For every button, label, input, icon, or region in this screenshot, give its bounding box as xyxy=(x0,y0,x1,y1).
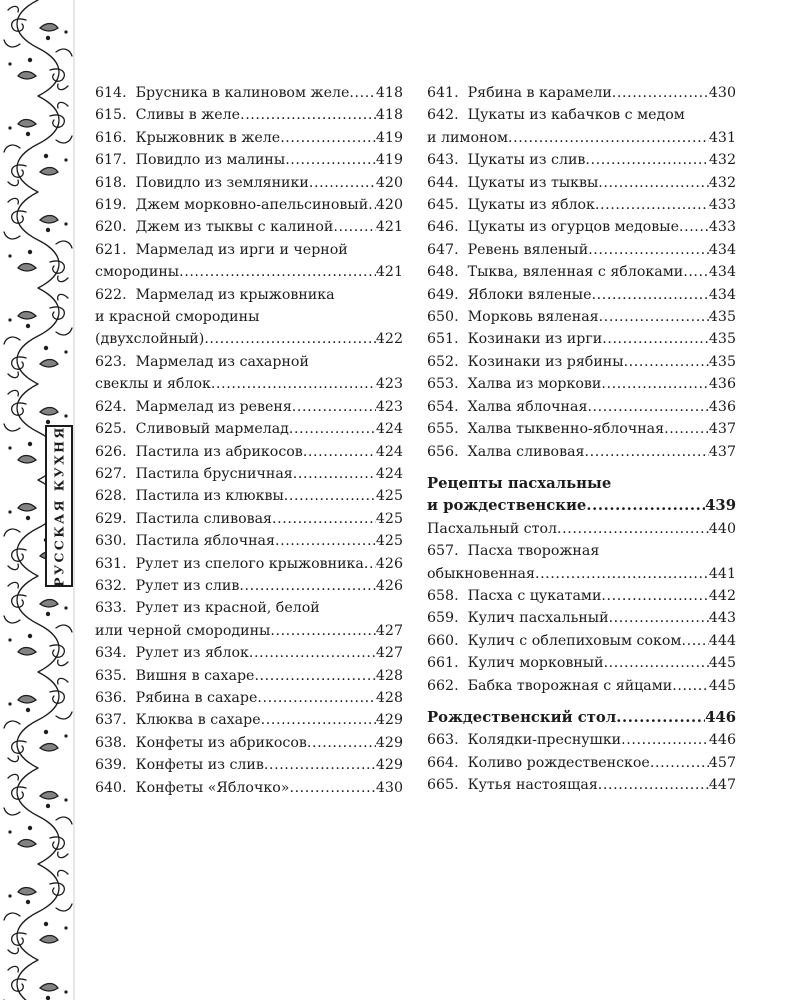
dot-leader xyxy=(289,777,375,799)
toc-entry[interactable] xyxy=(427,752,736,774)
page-number: 419 xyxy=(375,152,403,169)
recipe-title-line: Джем из тыквы с калиной xyxy=(135,219,334,236)
page-number: 435 xyxy=(708,353,736,370)
recipe-number: 653. xyxy=(427,376,468,393)
dot-leader xyxy=(368,194,376,216)
page-number: 426 xyxy=(375,577,403,594)
toc-entry[interactable] xyxy=(427,630,736,652)
page-number: 433 xyxy=(708,197,736,214)
toc-entry[interactable] xyxy=(427,607,736,629)
toc-entry[interactable] xyxy=(95,754,403,776)
recipe-title-line: Рябина в карамели xyxy=(467,85,612,101)
dot-leader xyxy=(584,441,708,463)
toc-entry[interactable] xyxy=(95,351,403,396)
toc-entry[interactable] xyxy=(427,328,736,350)
recipe-title-line: Яблоки вяленые xyxy=(467,286,592,303)
recipe-title-line: Козинаки из ирги xyxy=(467,331,603,348)
toc-section-heading[interactable] xyxy=(427,473,736,518)
page-number: 418 xyxy=(375,107,403,124)
toc-entry[interactable] xyxy=(427,396,736,418)
recipe-number: 622. xyxy=(95,286,136,303)
dot-leader xyxy=(349,82,376,104)
recipe-number: 619. xyxy=(95,197,136,214)
recipe-title-line: Конфеты из абрикосов xyxy=(135,734,307,751)
recipe-number: 643. xyxy=(427,152,468,169)
recipe-title-line: Пасхальный стол xyxy=(427,520,558,537)
toc-entry[interactable] xyxy=(427,518,736,540)
page-number: 420 xyxy=(375,174,403,191)
page-number: 430 xyxy=(708,85,736,101)
recipe-title-line: Джем морковно-апельсиновый xyxy=(135,197,369,214)
section-title-line: и рождественские xyxy=(427,497,587,515)
toc-section-heading[interactable] xyxy=(427,707,736,729)
dot-leader xyxy=(672,675,709,697)
recipe-title-line: Пастила яблочная xyxy=(135,533,275,550)
recipe-number: 642. xyxy=(427,107,468,124)
recipe-number: 652. xyxy=(427,353,468,370)
toc-entry[interactable] xyxy=(427,351,736,373)
toc-entry[interactable] xyxy=(95,216,403,238)
recipe-title-line: Цукаты из огурцов медовые xyxy=(467,219,679,236)
recipe-title-line: Цукаты из яблок xyxy=(467,197,595,214)
page-number: 423 xyxy=(375,376,403,393)
toc-entry[interactable] xyxy=(427,729,736,751)
toc-entry[interactable] xyxy=(427,418,736,440)
toc-entry[interactable] xyxy=(95,732,403,754)
page-number: 421 xyxy=(375,264,403,281)
recipe-number: 640. xyxy=(95,779,136,796)
recipe-title-line: Коливо рождественское xyxy=(467,754,650,771)
toc-entry[interactable] xyxy=(95,508,403,530)
page-number: 426 xyxy=(375,555,403,572)
recipe-number: 654. xyxy=(427,398,468,415)
toc-entry[interactable] xyxy=(95,642,403,664)
recipe-number: 614. xyxy=(95,85,136,101)
toc-entry[interactable] xyxy=(427,540,736,585)
recipe-number: 659. xyxy=(427,610,468,627)
page-number: 457 xyxy=(708,754,736,771)
recipe-title-line: Козинаки из рябины xyxy=(467,353,624,370)
section-spacer xyxy=(427,697,736,707)
toc-entry[interactable] xyxy=(427,239,736,261)
page-number: 447 xyxy=(708,777,736,794)
page-number: 423 xyxy=(375,398,403,415)
page-number: 421 xyxy=(375,219,403,236)
recipe-title-line: Кулич пасхальный xyxy=(467,610,609,627)
page-number: 434 xyxy=(708,264,736,281)
page-number: 428 xyxy=(375,667,403,684)
toc-column-right xyxy=(427,82,736,797)
toc-entry[interactable] xyxy=(427,104,736,149)
recipe-title-line: свеклы и яблок xyxy=(95,376,211,393)
recipe-title-line: Рулет из яблок xyxy=(135,645,249,662)
toc-entry[interactable] xyxy=(95,777,403,799)
section-title-line: Рецепты пасхальные xyxy=(427,474,612,492)
page-number: 419 xyxy=(375,129,403,146)
page-number: 430 xyxy=(375,779,403,796)
toc-entry[interactable] xyxy=(95,530,403,552)
dot-leader xyxy=(307,732,376,754)
dot-leader xyxy=(601,373,709,395)
dot-leader xyxy=(599,306,709,328)
recipe-number: 655. xyxy=(427,421,468,438)
page-number: 446 xyxy=(705,708,736,726)
dot-leader xyxy=(289,418,376,440)
recipe-title-line: Мармелад из крыжовника xyxy=(135,286,335,303)
page-number: 432 xyxy=(708,152,736,169)
toc-entry[interactable] xyxy=(95,172,403,194)
recipe-title-line: Вишня в сахаре xyxy=(135,667,255,684)
spine-label: РУССКАЯ КУХНЯ xyxy=(51,425,67,587)
toc-entry[interactable] xyxy=(95,396,403,418)
dot-leader xyxy=(508,127,709,149)
dot-leader xyxy=(293,463,376,485)
dot-leader xyxy=(272,508,376,530)
dot-leader xyxy=(557,518,709,540)
dot-leader xyxy=(535,563,709,585)
dot-leader xyxy=(179,261,376,283)
recipe-number: 647. xyxy=(427,241,468,258)
page-number: 432 xyxy=(708,174,736,191)
recipe-number: 645. xyxy=(427,197,468,214)
recipe-title-line: Мармелад из ревеня xyxy=(135,398,292,415)
dot-leader xyxy=(609,607,709,629)
recipe-number: 637. xyxy=(95,712,136,729)
toc-entry[interactable] xyxy=(95,104,403,126)
dot-leader xyxy=(333,216,376,238)
toc-entry[interactable] xyxy=(95,239,403,284)
dot-leader xyxy=(292,396,376,418)
recipe-number: 658. xyxy=(427,587,468,604)
recipe-number: 660. xyxy=(427,632,468,649)
recipe-number: 628. xyxy=(95,488,136,505)
toc-entry[interactable] xyxy=(95,485,403,507)
recipe-title-line: Ревень вяленый xyxy=(467,241,589,258)
recipe-title-line: Пасха творожная xyxy=(467,543,600,560)
page-number: 442 xyxy=(708,587,736,604)
recipe-title-line: Тыква, вяленная с яблоками xyxy=(467,264,684,281)
recipe-number: 617. xyxy=(95,152,136,169)
recipe-title-line: Пастила сливовая xyxy=(135,510,273,527)
dot-leader xyxy=(601,585,708,607)
toc-entry[interactable] xyxy=(427,306,736,328)
toc-entry[interactable] xyxy=(95,709,403,731)
recipe-title-line: Халва из моркови xyxy=(467,376,602,393)
recipe-number: 641. xyxy=(427,85,468,101)
dot-leader xyxy=(604,652,709,674)
recipe-number: 646. xyxy=(427,219,468,236)
recipe-title-line: Пастила из клюквы xyxy=(135,488,284,505)
page-number: 425 xyxy=(375,533,403,550)
recipe-title-line: Халва сливовая xyxy=(467,443,585,460)
dot-leader xyxy=(285,149,376,171)
recipe-title-line: Конфеты из слив xyxy=(135,757,264,774)
recipe-title-line: обыкновенная xyxy=(427,565,535,582)
recipe-title-line: смородины xyxy=(95,264,180,281)
dot-leader xyxy=(588,239,709,261)
page-number: 434 xyxy=(708,241,736,258)
toc-entry[interactable] xyxy=(95,194,403,216)
dot-leader xyxy=(598,172,709,194)
toc-entry[interactable] xyxy=(95,463,403,485)
page-number: 429 xyxy=(375,734,403,751)
recipe-title-line: Колядки-преснушки xyxy=(467,732,622,749)
recipe-number: 624. xyxy=(95,398,136,415)
recipe-number: 621. xyxy=(95,241,136,258)
recipe-number: 618. xyxy=(95,174,136,191)
page-number: 436 xyxy=(708,398,736,415)
page-number: 424 xyxy=(375,465,403,482)
dot-leader xyxy=(284,485,376,507)
recipe-number: 626. xyxy=(95,443,136,460)
dot-leader xyxy=(650,752,709,774)
page-number: 437 xyxy=(708,421,736,438)
page-number: 427 xyxy=(375,622,403,639)
recipe-title-line: Рябина в сахаре xyxy=(135,689,258,706)
recipe-title-line: Повидло из малины xyxy=(135,152,286,169)
recipe-title-line: Пастила брусничная xyxy=(135,465,293,482)
dot-leader xyxy=(616,707,705,729)
toc-entry[interactable] xyxy=(95,553,403,575)
recipe-number: 620. xyxy=(95,219,136,236)
page-number: 443 xyxy=(708,610,736,627)
section-title-line: Рождественский стол xyxy=(427,708,617,726)
dot-leader xyxy=(598,774,709,796)
dot-leader xyxy=(239,575,376,597)
page-number: 445 xyxy=(708,677,736,694)
recipe-title-line: Кулич с облепиховым соком xyxy=(467,632,682,649)
dot-leader xyxy=(592,284,709,306)
recipe-title-line: Цукаты из кабачков с медом xyxy=(467,107,685,124)
toc-entry[interactable] xyxy=(427,149,736,171)
recipe-title-line: Брусника в калиновом желе xyxy=(135,85,350,101)
recipe-number: 662. xyxy=(427,677,468,694)
page-number: 434 xyxy=(708,286,736,303)
page-number: 425 xyxy=(375,510,403,527)
toc-entry[interactable] xyxy=(95,82,403,104)
page-number: 424 xyxy=(375,421,403,438)
dot-leader xyxy=(586,495,705,517)
recipe-number: 632. xyxy=(95,577,136,594)
toc-column-left xyxy=(95,82,403,799)
toc-entry[interactable] xyxy=(95,418,403,440)
page-number: 420 xyxy=(375,197,403,214)
dot-leader xyxy=(621,729,709,751)
toc-entry[interactable] xyxy=(427,216,736,238)
recipe-number: 631. xyxy=(95,555,136,572)
recipe-number: 633. xyxy=(95,600,136,617)
page-number: 439 xyxy=(705,497,736,515)
recipe-title-line: Кутья настоящая xyxy=(467,777,598,794)
dot-leader xyxy=(602,328,709,350)
dot-leader xyxy=(240,104,376,126)
dot-leader xyxy=(261,709,376,731)
page-number: 444 xyxy=(708,632,736,649)
toc-entry[interactable] xyxy=(95,441,403,463)
page-number: 427 xyxy=(375,645,403,662)
spine-label-box xyxy=(45,425,73,587)
recipe-number: 650. xyxy=(427,309,468,326)
dot-leader xyxy=(624,351,709,373)
page-number: 431 xyxy=(708,129,736,146)
recipe-number: 663. xyxy=(427,732,468,749)
dot-leader xyxy=(280,127,376,149)
dot-leader xyxy=(595,194,709,216)
dot-leader xyxy=(664,418,709,440)
toc-entry[interactable] xyxy=(95,575,403,597)
recipe-title-line: Мармелад из сахарной xyxy=(135,353,309,370)
dot-leader xyxy=(585,149,708,171)
dot-leader xyxy=(264,754,376,776)
recipe-title-line: Цукаты из слив xyxy=(467,152,586,169)
dot-leader xyxy=(270,620,376,642)
page-number: 435 xyxy=(708,309,736,326)
toc-entry[interactable] xyxy=(427,172,736,194)
toc-entry[interactable] xyxy=(95,127,403,149)
recipe-title-line: Сливовый мармелад xyxy=(135,421,289,438)
recipe-number: 636. xyxy=(95,689,136,706)
toc-entry[interactable] xyxy=(427,774,736,796)
page-number: 418 xyxy=(375,85,403,101)
recipe-number: 657. xyxy=(427,543,468,560)
dot-leader xyxy=(254,665,375,687)
dot-leader xyxy=(303,441,376,463)
recipe-number: 638. xyxy=(95,734,136,751)
dot-leader xyxy=(211,373,376,395)
recipe-title-line: Клюква в сахаре xyxy=(135,712,261,729)
toc-entry[interactable] xyxy=(427,261,736,283)
recipe-title-line: Повидло из земляники xyxy=(135,174,309,191)
page-number: 429 xyxy=(375,757,403,774)
recipe-title-line: и красной смородины xyxy=(95,309,260,326)
dot-leader xyxy=(204,328,376,350)
section-spacer xyxy=(427,463,736,473)
dot-leader xyxy=(249,642,376,664)
toc-entry[interactable] xyxy=(427,82,736,104)
recipe-title-line: Цукаты из тыквы xyxy=(467,174,599,191)
recipe-number: 615. xyxy=(95,107,136,124)
toc-entry[interactable] xyxy=(95,597,403,642)
recipe-title-line: и лимоном xyxy=(427,129,509,146)
toc-entry[interactable] xyxy=(427,585,736,607)
toc-entry[interactable] xyxy=(427,652,736,674)
recipe-number: 651. xyxy=(427,331,468,348)
page-number: 437 xyxy=(708,443,736,460)
dot-leader xyxy=(275,530,376,552)
page-number: 441 xyxy=(708,565,736,582)
recipe-title-line: Пасха с цукатами xyxy=(467,587,602,604)
recipe-title-line: Халва яблочная xyxy=(467,398,588,415)
recipe-number: 634. xyxy=(95,645,136,662)
recipe-number: 644. xyxy=(427,174,468,191)
recipe-title-line: Пастила из абрикосов xyxy=(135,443,303,460)
recipe-number: 661. xyxy=(427,655,468,672)
recipe-number: 616. xyxy=(95,129,136,146)
dot-leader xyxy=(612,82,709,104)
page-number: 435 xyxy=(708,331,736,348)
recipe-number: 625. xyxy=(95,421,136,438)
page-number: 425 xyxy=(375,488,403,505)
recipe-title-line: Мармелад из ирги и черной xyxy=(135,241,348,258)
recipe-number: 630. xyxy=(95,533,136,550)
recipe-title-line: Крыжовник в желе xyxy=(135,129,281,146)
recipe-title-line: Рулет из спелого крыжовника xyxy=(135,555,364,572)
page-number: 446 xyxy=(708,732,736,749)
recipe-title-line: Морковь вяленая xyxy=(467,309,599,326)
recipe-number: 627. xyxy=(95,465,136,482)
recipe-title-line: Бабка творожная с яйцами xyxy=(467,677,673,694)
page-number: 428 xyxy=(375,689,403,706)
recipe-number: 656. xyxy=(427,443,468,460)
dot-leader xyxy=(679,216,709,238)
recipe-number: 629. xyxy=(95,510,136,527)
page-number: 429 xyxy=(375,712,403,729)
toc-entry[interactable] xyxy=(95,149,403,171)
page-number: 445 xyxy=(708,655,736,672)
toc-entry[interactable] xyxy=(427,441,736,463)
dot-leader xyxy=(309,172,376,194)
recipe-title-line: Конфеты «Яблочко» xyxy=(135,779,290,796)
recipe-title-line: Рулет из красной, белой xyxy=(135,600,320,617)
dot-leader xyxy=(683,261,709,283)
recipe-number: 635. xyxy=(95,667,136,684)
recipe-number: 649. xyxy=(427,286,468,303)
toc-entry[interactable] xyxy=(427,194,736,216)
recipe-title-line: Рулет из слив xyxy=(135,577,240,594)
page-number: 424 xyxy=(375,443,403,460)
recipe-title-line: Сливы в желе xyxy=(135,107,241,124)
recipe-title-line: или черной смородины xyxy=(95,622,271,639)
recipe-number: 639. xyxy=(95,757,136,774)
dot-leader xyxy=(257,687,376,709)
page-number: 422 xyxy=(375,331,403,348)
toc-entry[interactable] xyxy=(95,284,403,351)
toc-entry[interactable] xyxy=(95,687,403,709)
page-number: 436 xyxy=(708,376,736,393)
toc-entry[interactable] xyxy=(427,675,736,697)
recipe-title-line: Халва тыквенно-яблочная xyxy=(467,421,665,438)
toc-entry[interactable] xyxy=(95,665,403,687)
page-number: 440 xyxy=(708,520,736,537)
recipe-number: 623. xyxy=(95,353,136,370)
recipe-number: 664. xyxy=(427,754,468,771)
toc-entry[interactable] xyxy=(427,373,736,395)
dot-leader xyxy=(681,630,708,652)
recipe-title-line: (двухслойный) xyxy=(95,331,205,348)
dot-leader xyxy=(587,396,708,418)
recipe-title-line: Кулич морковный xyxy=(467,655,604,672)
page-number: 433 xyxy=(708,219,736,236)
recipe-number: 648. xyxy=(427,264,468,281)
toc-entry[interactable] xyxy=(427,284,736,306)
recipe-number: 665. xyxy=(427,777,468,794)
dot-leader xyxy=(364,553,376,575)
